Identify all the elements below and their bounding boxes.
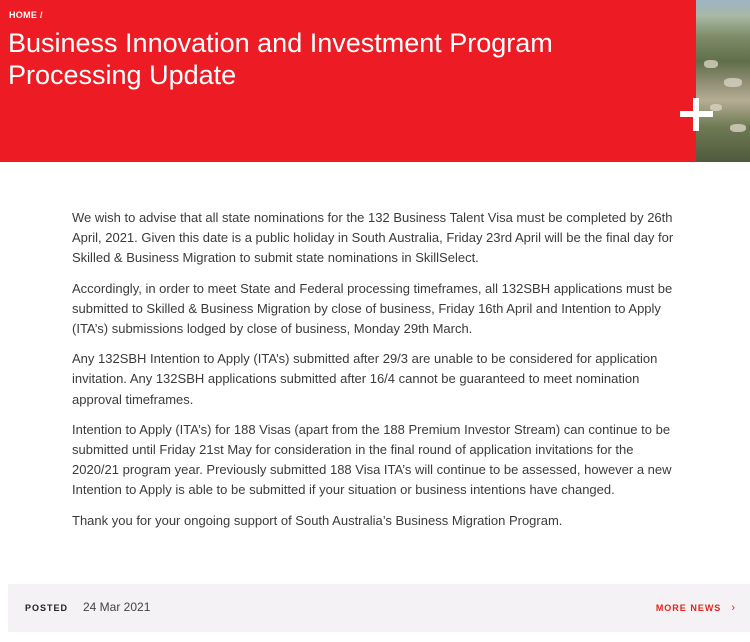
article-paragraph: Accordingly, in order to meet State and Federal processing timeframes, all 132SBH applications must be submitted to Skilled & Business Migration by close of business, Friday 16th April and Intention to Apply (ITA’s) submissions lodged by close of business, Monday 29th March. <box>72 280 673 337</box>
hero-landscape-image <box>696 0 750 162</box>
breadcrumb <box>9 10 43 20</box>
hero-banner <box>0 0 696 162</box>
article-paragraph: We wish to advise that all state nominations for the 132 Business Talent Visa must be completed by 26th April, 2021. Given this date is a public holiday in South Australia, Friday 23rd April will be the final day for Skilled & Business Migration to submit state nominations in SkillSelect. <box>72 210 674 266</box>
plus-icon <box>680 98 713 131</box>
chevron-right-icon: › <box>731 602 736 614</box>
post-meta-bar <box>8 584 750 632</box>
page-title: Business Innovation and Investment Program Processing Update <box>8 28 553 90</box>
breadcrumb-home-link[interactable]: HOME <box>9 10 38 20</box>
article-paragraph: Any 132SBH Intention to Apply (ITA’s) submitted after 29/3 are unable to be considered for application invitation. Any 132SBH applications submitted after 16/4 cannot be guaranteed to meet nomination approval timeframes. <box>72 351 658 407</box>
article-paragraph: Thank you for your ongoing support of South Australia’s Business Migration Program. <box>72 512 563 528</box>
article-paragraph: Intention to Apply (ITA’s) for 188 Visas (apart from the 188 Premium Investor Stream) can continue to be submitted until Friday 21st May for consideration in the final round of application invitations for the 2020/21 program year. Previously submitted 188 Visa ITA’s will continue to be assessed, however a new Intention to Apply is able to be submitted if your situation or business intentions have changed. <box>72 421 672 498</box>
more-news-label: MORE NEWS <box>655 603 722 613</box>
posted-date: 24 Mar 2021 <box>83 600 151 614</box>
article-body <box>72 208 684 541</box>
more-news-link[interactable] <box>656 602 736 614</box>
page-hero <box>0 0 750 162</box>
breadcrumb-separator: / <box>40 10 43 20</box>
posted-label: POSTED <box>25 603 69 613</box>
